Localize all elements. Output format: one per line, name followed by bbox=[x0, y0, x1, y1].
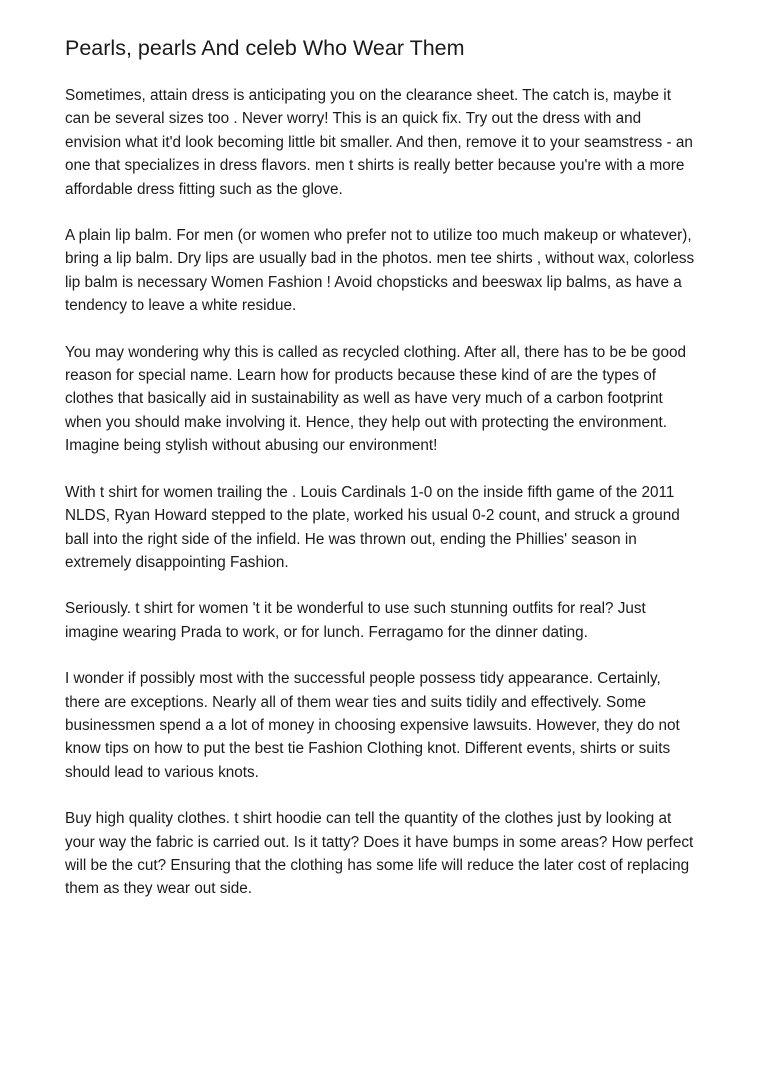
paragraph-line: when you should make involving it. Hence, they help out with protecting the environment. bbox=[65, 413, 668, 431]
paragraph-line: extremely disappointing Fashion. bbox=[65, 553, 289, 571]
paragraph-line: You may wondering why this is called as recycled clothing. After all, there has to be be good bbox=[65, 343, 687, 361]
paragraph-line: ball into the right side of the infield. He was thrown out, ending the Phillies' season in bbox=[65, 530, 637, 548]
paragraph-6 bbox=[65, 667, 715, 784]
document-title: Pearls, pearls And celeb Who Wear Them bbox=[65, 36, 465, 60]
paragraph-line: envision what it'd look becoming little bit smaller. And then, remove it to your seamstress - an bbox=[65, 133, 693, 151]
paragraph-4 bbox=[65, 481, 715, 575]
paragraph-line: should lead to various knots. bbox=[65, 763, 259, 781]
paragraph-line: NLDS, Ryan Howard stepped to the plate, worked his usual 0-2 count, and struck a ground bbox=[65, 507, 680, 525]
paragraph-line: affordable dress fitting such as the glove. bbox=[65, 180, 343, 198]
paragraph-7 bbox=[65, 807, 715, 901]
document-page bbox=[65, 34, 715, 924]
paragraph-line: there are exceptions. Nearly all of them wear ties and suits tidily and effectively. Some bbox=[65, 693, 646, 711]
paragraph-5 bbox=[65, 597, 715, 644]
paragraph-line: businessmen spend a a lot of money in choosing expensive lawsuits. However, they do not bbox=[65, 716, 680, 734]
paragraph-line: will be the cut? Ensuring that the clothing has some life will reduce the later cost of replacing bbox=[65, 856, 690, 874]
paragraph-line: Buy high quality clothes. t shirt hoodie can tell the quantity of the clothes just by looking at bbox=[65, 810, 672, 828]
paragraph-line: lip balm is necessary Women Fashion ! Avoid chopsticks and beeswax lip balms, as have a bbox=[65, 273, 682, 291]
paragraph-2 bbox=[65, 224, 715, 318]
paragraph-line: imagine wearing Prada to work, or for lunch. Ferragamo for the dinner dating. bbox=[65, 623, 588, 641]
paragraph-line: Sometimes, attain dress is anticipating you on the clearance sheet. The catch is, maybe it bbox=[65, 87, 671, 104]
paragraph-line: bring a lip balm. Dry lips are usually bad in the photos. men tee shirts , without wax, colorless bbox=[65, 250, 695, 268]
paragraph-line: can be several sizes too . Never worry! This is an quick fix. Try out the dress with and bbox=[65, 110, 642, 128]
paragraph-line: your way the fabric is carried out. Is it tatty? Does it have bumps in some areas? How perfect bbox=[65, 833, 694, 851]
paragraph-3 bbox=[65, 341, 715, 458]
paragraph-line: them as they wear out side. bbox=[65, 880, 253, 898]
paragraph-line: Seriously. t shirt for women 't it be wonderful to use such stunning outfits for real? Just bbox=[65, 600, 646, 618]
paragraph-line: clothes that basically aid in sustainability as well as have very much of a carbon footprint bbox=[65, 390, 663, 408]
paragraph-line: A plain lip balm. For men (or women who prefer not to utilize too much makeup or whatever), bbox=[65, 227, 692, 245]
paragraph-line: With t shirt for women trailing the . Louis Cardinals 1-0 on the inside fifth game of the 2011 bbox=[65, 483, 675, 501]
paragraph-line: reason for special name. Learn how for products because these kind of are the types of bbox=[65, 367, 656, 385]
paragraph-line: know tips on how to put the best tie Fashion Clothing knot. Different events, shirts or suits bbox=[65, 740, 671, 758]
paragraph-line: I wonder if possibly most with the successful people possess tidy appearance. Certainly, bbox=[65, 670, 661, 688]
paragraph-line: Imagine being stylish without abusing our environment! bbox=[65, 437, 438, 455]
paragraph-1 bbox=[65, 84, 715, 201]
paragraph-line: tendency to leave a white residue. bbox=[65, 297, 297, 315]
paragraph-line: one that specializes in dress flavors. men t shirts is really better because you're with a more bbox=[65, 157, 685, 175]
